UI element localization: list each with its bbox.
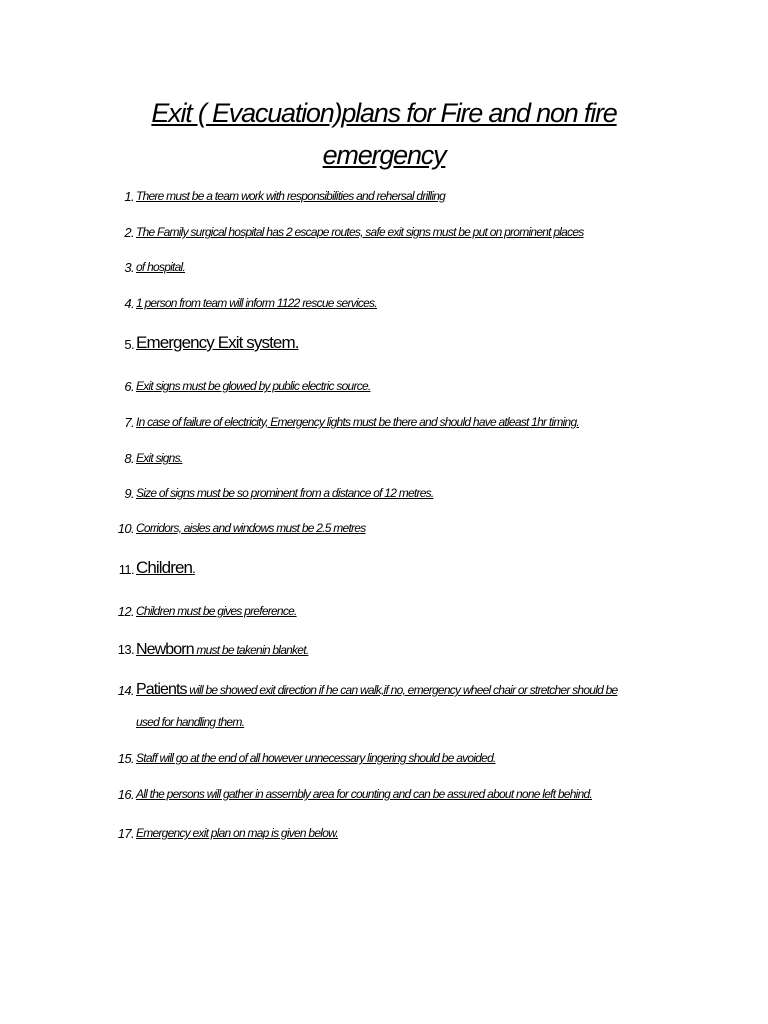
list-item-number: 9. [124,486,134,501]
list-item-continuation: used for handling them. [136,715,245,729]
list-item-number: 14. [117,683,134,698]
list-item-number: 1. [124,189,134,204]
document-title-line-1: Exit ( Evacuation)plans for Fire and non fire [151,98,617,128]
list-item-text: Size of signs must be so prominent from a distance of 12 metres. [136,486,434,500]
list-item-text: All the persons will gather in assembly area for counting and can be assured about none left behind. [136,787,592,801]
list-item-lead-word: Patients [136,681,187,698]
list-item-number: 15. [117,751,134,766]
list-item-number: 12. [117,604,134,619]
list-item-heading-suffix: . [192,561,195,576]
list-item-number: 13. [117,642,134,657]
list-item-lead-word: Newborn [136,641,194,658]
list-item-text: Staff will go at the end of all however unnecessary lingering should be avoided. [136,751,496,765]
document-title-line-2: emergency [322,140,446,170]
list-item-number: 3. [124,260,134,275]
list-item-number: 7. [124,415,134,430]
list-item-number: 16. [117,787,134,802]
list-item-heading-text [136,558,195,578]
list-item-number: 4. [124,296,134,311]
list-item-number: 2. [124,225,134,240]
list-item-number: 11. [118,562,134,577]
list-item-text: Children must be gives preference. [136,604,297,618]
list-item-text: There must be a team work with responsibilities and rehersal drilling [136,189,446,203]
list-item-text: In case of failure of electricity, Emergency lights must be there and should have atleast 1hr timing. [136,415,579,429]
list-item-number: 6. [124,379,134,394]
list-item-rest: will be showed exit direction if he can walk,if no, emergency wheel chair or stretcher should be [186,683,618,697]
list-item-number: 10. [117,521,134,536]
list-item-text: The Family surgical hospital has 2 escape routes, safe exit signs must be put on prominent places [136,225,584,239]
list-item-text: of hospital. [136,260,186,274]
list-item-text: Exit signs. [136,451,183,465]
list-item-number: 17. [117,826,134,841]
list-item-heading-word: Children [136,558,193,577]
list-item-heading-text: Emergency Exit system. [136,333,299,352]
list-item-text [136,681,617,699]
list-item-text: 1 person from team will inform 1122 rescue services. [136,296,377,310]
list-item-number: 5. [124,337,134,352]
list-item-text: Emergency exit plan on map is given below. [136,826,338,840]
list-item-text: Exit signs must be glowed by public electric source. [136,379,371,393]
list-item-number: 8. [124,451,134,466]
list-item-text: Corridors, aisles and windows must be 2.5 metres [136,521,366,535]
list-item-rest: must be takenin blanket. [193,643,309,657]
list-item-text [136,641,308,659]
